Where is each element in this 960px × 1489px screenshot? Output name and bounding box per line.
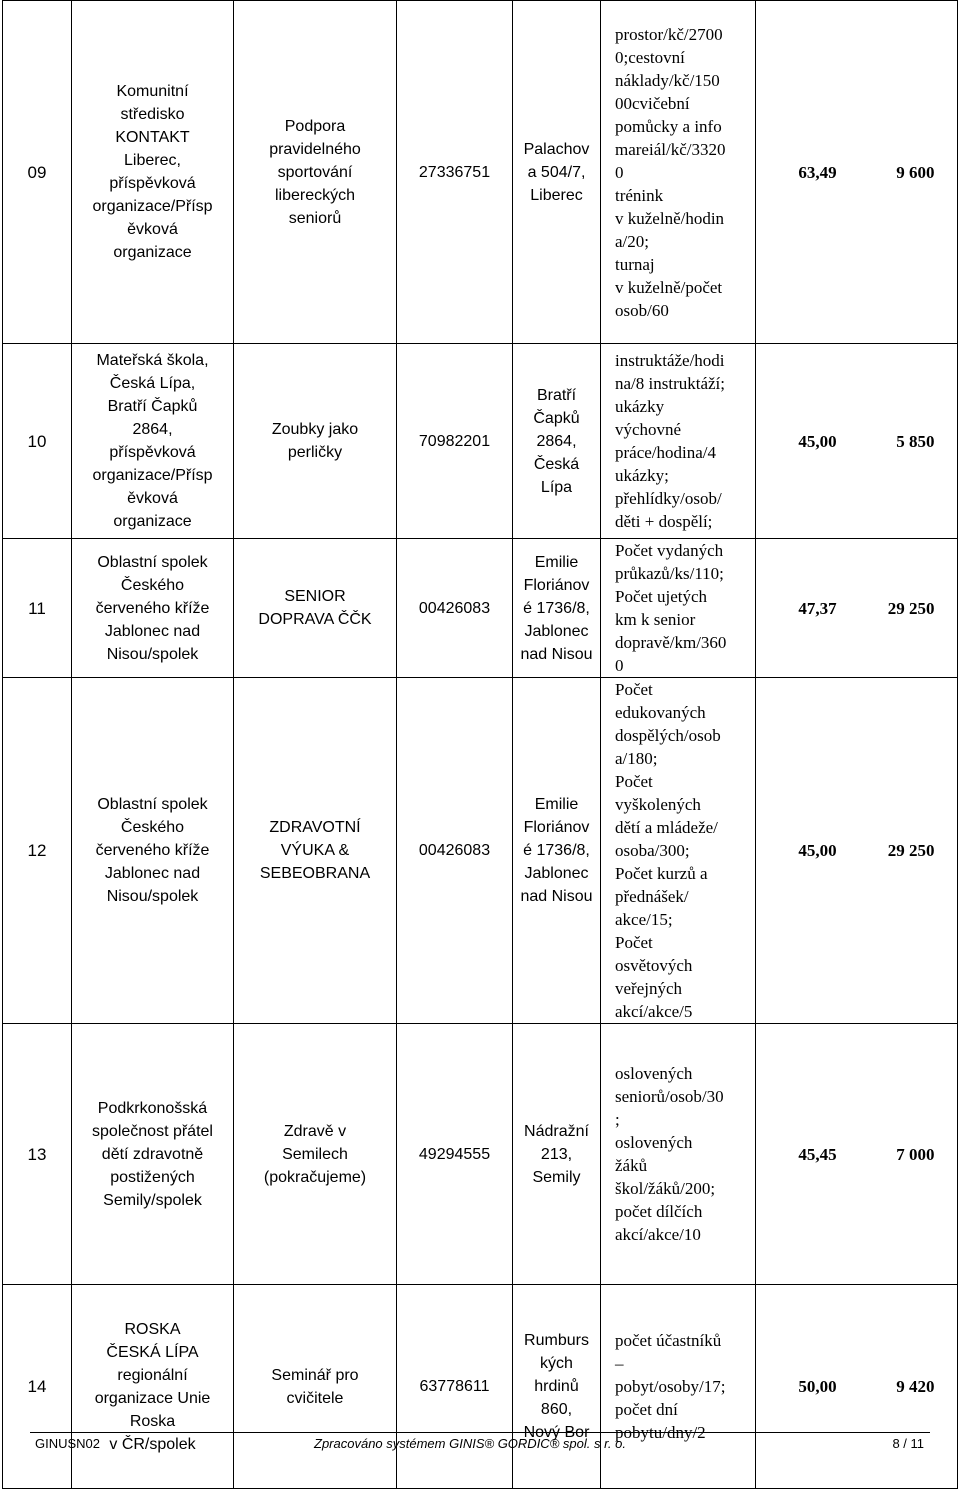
cell-line: Česká Lípa, — [109, 375, 196, 392]
cell-line: pravidelného — [269, 140, 361, 158]
cell-line: ROSKA — [124, 1320, 181, 1338]
table-row — [3, 678, 958, 1024]
organization-cell — [72, 678, 234, 1024]
cell-line: v kuželně/počet — [615, 277, 723, 297]
cell-line: organizace/Přísp — [92, 467, 213, 484]
cell-line: Lípa — [540, 478, 573, 496]
ico-cell: 49294555 — [397, 1024, 513, 1285]
cell-line: Liberec — [530, 186, 583, 204]
amount-value: 9 600 — [896, 162, 935, 182]
cell-line: 00cvičební — [615, 93, 690, 113]
project-cell — [234, 344, 397, 539]
score-amount-cell — [756, 344, 958, 539]
row-id: 13 — [3, 1024, 72, 1285]
ico-cell: 27336751 — [397, 1, 513, 344]
project-cell — [234, 539, 397, 678]
cell-line: příspěvková — [109, 175, 196, 192]
score-amount-cell — [756, 1024, 958, 1285]
cell-line: ěvková — [127, 221, 178, 238]
score-value: 47,37 — [798, 598, 837, 618]
cell-line: ěvková — [127, 490, 178, 507]
row-id: 14 — [3, 1285, 72, 1489]
cell-line: é 1736/8, — [523, 842, 590, 859]
row-id: 09 — [3, 1, 72, 344]
project-cell — [234, 1285, 397, 1489]
cell-line: ukázky; — [615, 466, 669, 485]
cell-line: veřejných — [615, 979, 683, 998]
cell-line: v ČR/spolek — [109, 1435, 196, 1453]
cell-line: počet dílčích — [615, 1202, 703, 1221]
ico-cell: 00426083 — [397, 678, 513, 1024]
table-row — [3, 1285, 958, 1489]
address-cell — [513, 1, 601, 344]
cell-line: Počet — [615, 680, 653, 699]
cell-line: akcí/akce/5 — [615, 1002, 693, 1021]
cell-line: Oblastní spolek — [97, 796, 208, 813]
cell-line: Jablonec — [524, 622, 589, 640]
cell-line: oslovených — [615, 1133, 693, 1152]
amount-value: 9 420 — [896, 1377, 935, 1396]
cell-line: Liberec, — [124, 152, 181, 169]
cell-line: DOPRAVA ČČK — [258, 611, 372, 628]
score-amount-cell — [756, 1, 958, 344]
cell-line: Semily/spolek — [103, 1191, 202, 1209]
score-amount-cell — [756, 1285, 958, 1489]
cell-line: Nisou/spolek — [106, 888, 199, 905]
cell-line: Palachov — [523, 140, 590, 158]
cell-line: sportování — [277, 163, 353, 181]
cell-line: Mateřská škola, — [96, 352, 209, 369]
cell-line: mareiál/kč/3320 — [615, 139, 726, 159]
cell-line: – — [615, 1354, 624, 1373]
cell-line: osob/60 — [615, 300, 669, 320]
cell-line: SENIOR — [284, 588, 346, 605]
cell-line: Počet — [615, 933, 653, 952]
cell-line: dětí zdravotně — [101, 1145, 204, 1163]
cell-line: 0 — [615, 162, 624, 182]
cell-line: Floriánov — [523, 819, 590, 836]
cell-line: a/180; — [615, 749, 658, 768]
organization-cell — [72, 1, 234, 344]
cell-line: Česká — [533, 455, 580, 473]
cell-line: osoba/300; — [615, 841, 690, 860]
score-amount-cell — [756, 678, 958, 1024]
cell-line: Bratří — [536, 386, 577, 404]
cell-line: Počet vydaných — [615, 541, 724, 560]
cell-line: 213, — [540, 1145, 573, 1163]
table-row — [3, 1, 958, 344]
score-value: 45,00 — [798, 841, 837, 860]
cell-line: organizace/Přísp — [92, 198, 213, 215]
cell-line: libereckých — [274, 186, 356, 204]
cell-line: Jablonec nad — [104, 622, 201, 640]
row-id: 11 — [3, 539, 72, 678]
cell-line: vyškolených — [615, 795, 701, 814]
cell-line: akce/15; — [615, 910, 673, 929]
cell-line: průkazů/ks/110; — [615, 564, 724, 583]
cell-line: Nisou/spolek — [106, 645, 199, 663]
cell-line: v kuželně/hodin — [615, 208, 725, 228]
cell-line: prostor/kč/2700 — [615, 24, 723, 44]
metrics-cell — [601, 1285, 756, 1489]
cell-line: červeného kříže — [95, 599, 210, 617]
cell-line: pobyt/osoby/17; — [615, 1377, 726, 1396]
cell-line: 0;cestovní — [615, 47, 685, 67]
cell-line: é 1736/8, — [523, 599, 590, 617]
cell-line: Zoubky jako — [271, 421, 359, 438]
cell-line: seniorů — [288, 209, 342, 227]
amount-value: 29 250 — [887, 841, 935, 860]
cell-line: společnost přátel — [92, 1122, 213, 1140]
cell-line: výchovné — [615, 420, 682, 439]
cell-line: km k senior — [615, 610, 696, 629]
cell-line: Seminář pro — [271, 1366, 359, 1384]
cell-line: Semilech — [282, 1145, 348, 1163]
cell-line: Počet ujetých — [615, 587, 708, 606]
address-cell — [513, 539, 601, 678]
cell-line: přehlídky/osob/ — [615, 489, 722, 508]
cell-line: a 504/7, — [527, 163, 586, 181]
metrics-cell — [601, 344, 756, 539]
row-id: 12 — [3, 678, 72, 1024]
footer-page-number: 8 / 11 — [892, 1436, 924, 1451]
score-value: 45,45 — [798, 1144, 837, 1164]
address-cell — [513, 1285, 601, 1489]
amount-value: 7 000 — [896, 1144, 935, 1164]
organization-cell — [72, 1285, 234, 1489]
cell-line: organizace — [113, 513, 192, 530]
cell-line: dospělých/osob — [615, 726, 721, 745]
cell-line: cvičitele — [286, 1389, 344, 1407]
project-cell — [234, 1024, 397, 1285]
cell-line: počet dní — [615, 1400, 678, 1419]
cell-line: Floriánov — [523, 576, 590, 594]
row-id: 10 — [3, 344, 72, 539]
score-value: 50,00 — [798, 1377, 837, 1396]
address-cell — [513, 1024, 601, 1285]
cell-line: Počet kurzů a — [615, 864, 708, 883]
table-row — [3, 1024, 958, 1285]
cell-line: akcí/akce/10 — [615, 1225, 701, 1244]
cell-line: (pokračujeme) — [263, 1168, 367, 1186]
score-amount-cell — [756, 539, 958, 678]
address-cell — [513, 678, 601, 1024]
metrics-cell — [601, 1, 756, 344]
ico-cell: 63778611 — [397, 1285, 513, 1489]
cell-line: Semily — [532, 1168, 581, 1186]
metrics-cell — [601, 539, 756, 678]
cell-line: středisko — [120, 106, 185, 123]
cell-line: Jablonec nad — [104, 865, 201, 882]
cell-line: perličky — [287, 444, 343, 461]
cell-line: dětí a mládeže/ — [615, 818, 718, 837]
cell-line: Rumburs — [524, 1332, 589, 1349]
cell-line: pomůcky a info — [615, 116, 722, 136]
cell-line: instruktáže/hodi — [615, 351, 725, 370]
cell-line: trénink — [615, 185, 664, 205]
cell-line: Českého — [120, 576, 185, 594]
ico-cell: 00426083 — [397, 539, 513, 678]
cell-line: Bratří Čapků — [107, 398, 198, 415]
footer-system: Zpracováno systémem GINIS® GORDIC® spol. s r. o. — [314, 1436, 626, 1451]
cell-line: červeného kříže — [95, 842, 210, 859]
score-value: 45,00 — [798, 431, 837, 451]
cell-line: KONTAKT — [115, 129, 190, 146]
cell-line: příspěvková — [109, 444, 196, 461]
cell-line: hrdinů — [534, 1378, 579, 1395]
cell-line: VÝUKA & — [280, 842, 350, 859]
metrics-cell — [601, 1024, 756, 1285]
cell-line: 0 — [615, 656, 624, 675]
cell-line: 2864, — [536, 432, 577, 450]
cell-line: dopravě/km/360 — [615, 633, 727, 652]
cell-line: Podpora — [284, 117, 346, 135]
cell-line: organizace Unie — [94, 1389, 211, 1407]
cell-line: 2864, — [132, 421, 173, 438]
cell-line: nad Nisou — [520, 888, 593, 905]
organization-cell — [72, 344, 234, 539]
cell-line: pobytu/dny/2 — [615, 1423, 706, 1442]
metrics-cell — [601, 678, 756, 1024]
organization-cell — [72, 539, 234, 678]
cell-line: 860, — [540, 1401, 573, 1418]
table-row — [3, 344, 958, 539]
score-value: 63,49 — [798, 162, 837, 182]
cell-line: a/20; — [615, 231, 649, 251]
cell-line: na/8 instruktáží; — [615, 374, 726, 393]
cell-line: žáků — [615, 1156, 648, 1175]
amount-value: 29 250 — [887, 598, 935, 618]
cell-line: turnaj — [615, 254, 655, 274]
cell-line: oslovených — [615, 1064, 693, 1083]
cell-line: ; — [615, 1110, 620, 1129]
cell-line: Jablonec — [524, 865, 589, 882]
cell-line: kých — [540, 1355, 573, 1372]
cell-line: Emilie — [534, 796, 579, 813]
cell-line: práce/hodina/4 — [615, 443, 717, 462]
cell-line: Českého — [120, 819, 185, 836]
footer-code: GINUSN02 — [35, 1436, 101, 1451]
ico-cell: 70982201 — [397, 344, 513, 539]
cell-line: Oblastní spolek — [97, 553, 208, 571]
cell-line: děti + dospělí; — [615, 512, 713, 531]
cell-line: Emilie — [534, 553, 579, 571]
address-cell — [513, 344, 601, 539]
cell-line: Komunitní — [116, 83, 189, 100]
table-row — [3, 539, 958, 678]
cell-line: počet účastníků — [615, 1331, 722, 1350]
cell-line: organizace — [113, 244, 192, 261]
cell-line: osvětových — [615, 956, 693, 975]
cell-line: Nový Bor — [523, 1424, 590, 1441]
cell-line: seniorů/osob/30 — [615, 1087, 724, 1106]
organization-cell — [72, 1024, 234, 1285]
cell-line: Počet — [615, 772, 653, 791]
cell-line: edukovaných — [615, 703, 706, 722]
project-cell — [234, 1, 397, 344]
cell-line: ukázky — [615, 397, 665, 416]
cell-line: SEBEOBRANA — [259, 865, 371, 882]
grant-table — [2, 0, 958, 1489]
cell-line: Zdravě v — [283, 1122, 347, 1140]
cell-line: Nádražní — [524, 1122, 589, 1140]
cell-line: Čapků — [533, 409, 580, 427]
cell-line: náklady/kč/150 — [615, 70, 720, 90]
cell-line: ZDRAVOTNÍ — [269, 819, 361, 836]
amount-value: 5 850 — [896, 431, 935, 451]
cell-line: nad Nisou — [520, 645, 593, 663]
project-cell — [234, 678, 397, 1024]
cell-line: postižených — [110, 1168, 195, 1186]
cell-line: přednášek/ — [615, 887, 689, 906]
grant-table-body — [3, 1, 958, 1489]
cell-line: ČESKÁ LÍPA — [106, 1343, 199, 1361]
cell-line: regionální — [117, 1366, 188, 1384]
cell-line: škol/žáků/200; — [615, 1179, 716, 1198]
cell-line: Podkrkonošská — [97, 1099, 208, 1117]
cell-line: Roska — [129, 1412, 176, 1430]
